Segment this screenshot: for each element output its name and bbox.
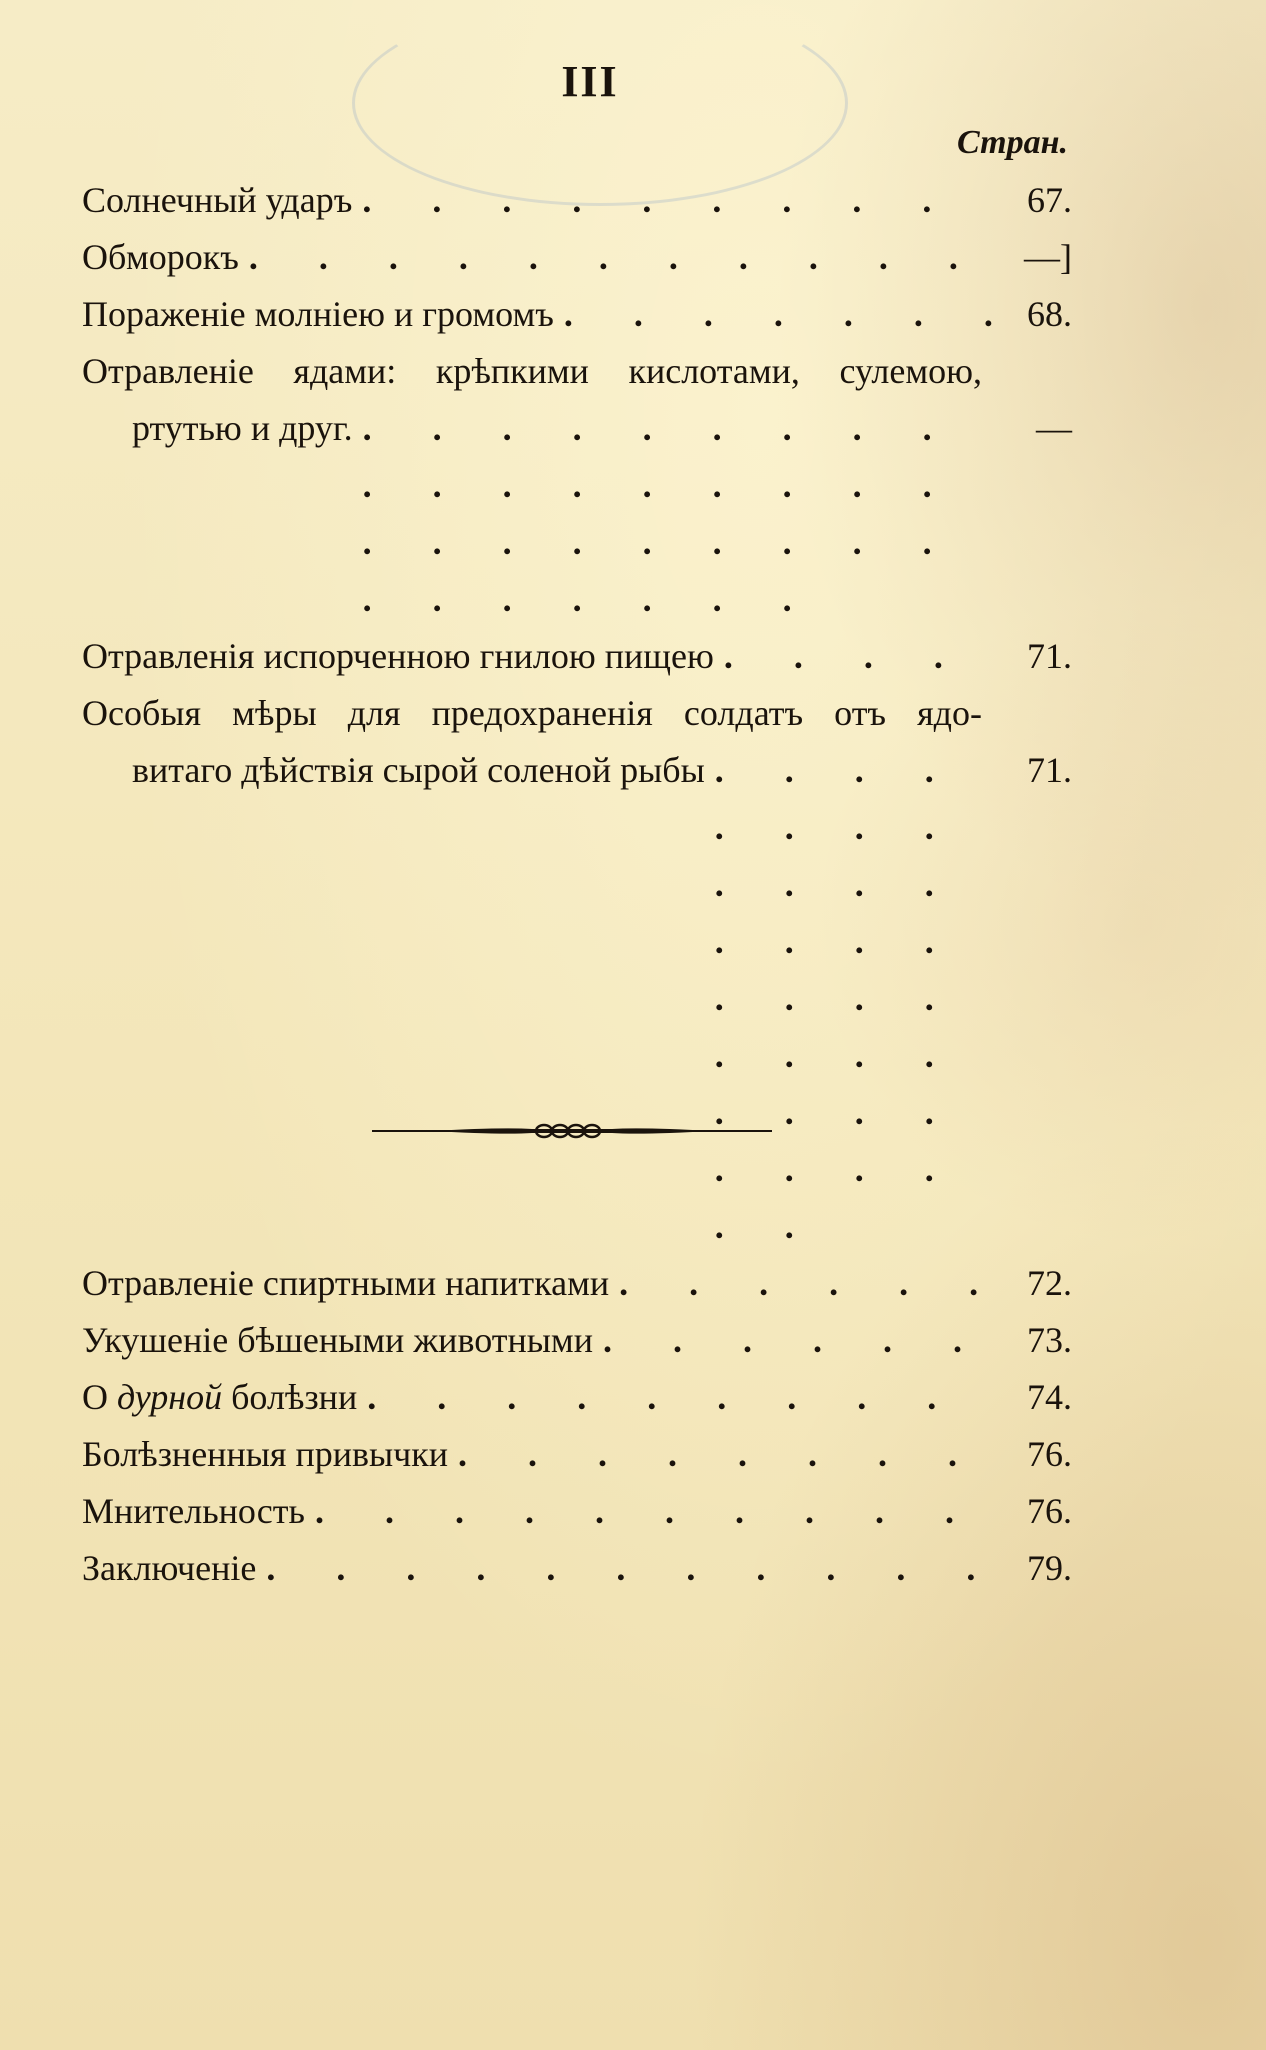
- toc-entry-page: 76.: [1027, 1491, 1072, 1531]
- toc-entry: [82, 343, 1072, 628]
- dot-leader: [249, 229, 992, 286]
- toc-entry: [82, 172, 1072, 229]
- toc-entry-title: Обморокъ: [82, 237, 239, 277]
- dot-leader: [619, 1255, 992, 1312]
- table-of-contents: [82, 172, 1072, 1597]
- toc-entry: [82, 628, 1072, 685]
- toc-entry-title-line2: ртутью и друг.: [132, 408, 353, 448]
- toc-entry: [82, 1312, 1072, 1369]
- toc-entry-page: —]: [1024, 237, 1072, 277]
- toc-entry: [82, 229, 1072, 286]
- toc-entry-title-pre: О: [82, 1377, 108, 1417]
- toc-entry-page: 76.: [1027, 1434, 1072, 1474]
- toc-entry-page: 74.: [1027, 1377, 1072, 1417]
- toc-entry-title: [82, 1369, 357, 1426]
- page-number: III: [561, 57, 619, 106]
- toc-entry-page: 68.: [1027, 294, 1072, 334]
- dot-leader: [367, 1369, 992, 1426]
- toc-entry-title: Болѣзненныя привычки: [82, 1434, 449, 1474]
- toc-entry-page: 73.: [1027, 1320, 1072, 1360]
- toc-entry-title: Солнечный ударъ: [82, 180, 353, 220]
- dot-leader: [603, 1312, 992, 1369]
- dot-leader: [724, 628, 992, 685]
- dot-leader: [715, 742, 992, 1255]
- toc-entry-page: 72.: [1027, 1263, 1072, 1303]
- toc-entry-page: 71.: [1027, 636, 1072, 676]
- dot-leader: [363, 400, 992, 628]
- page-column-header: Стран.: [957, 124, 1068, 161]
- toc-entry-title-line2: витаго дѣйствія сырой соленой рыбы: [132, 750, 705, 790]
- toc-entry: [82, 1255, 1072, 1312]
- dot-leader: [458, 1426, 992, 1483]
- toc-entry: [82, 286, 1072, 343]
- dot-leader: [362, 172, 992, 229]
- toc-entry: [82, 1369, 1072, 1426]
- toc-entry-title: Заключеніе: [82, 1548, 257, 1588]
- toc-entry-title: Мнительность: [82, 1491, 305, 1531]
- toc-entry-title: Пораженіе молніею и громомъ: [82, 294, 554, 334]
- toc-entry-page: 67.: [1027, 180, 1072, 220]
- toc-entry-title: Отравленія испорченною гнилою пищею: [82, 636, 714, 676]
- toc-entry-title-post: болѣзни: [231, 1377, 358, 1417]
- toc-entry-title-emphasis: дурной: [117, 1377, 223, 1417]
- dot-leader: [266, 1540, 992, 1597]
- toc-entry-title-line1: Особыя мѣры для предохраненія солдатъ отъ ядо-: [82, 693, 982, 733]
- toc-entry-continuation: [82, 400, 1072, 628]
- toc-entry-page: 79.: [1027, 1548, 1072, 1588]
- toc-entry-page: —: [1036, 408, 1072, 448]
- ornamental-rule: [372, 1118, 772, 1144]
- toc-entry: [82, 1540, 1072, 1597]
- toc-entry-page: 71.: [1027, 750, 1072, 790]
- toc-entry-continuation: [82, 742, 1072, 1255]
- toc-entry-title-line1: Отравленіе ядами: крѣпкими кислотами, сулемою,: [82, 351, 982, 391]
- toc-entry: [82, 1426, 1072, 1483]
- toc-entry: [82, 685, 1072, 1255]
- toc-entry-title: Укушеніе бѣшеными животными: [82, 1320, 593, 1360]
- toc-entry: [82, 1483, 1072, 1540]
- dot-leader: [564, 286, 992, 343]
- toc-entry-title: Отравленіе спиртными напитками: [82, 1263, 610, 1303]
- dot-leader: [315, 1483, 992, 1540]
